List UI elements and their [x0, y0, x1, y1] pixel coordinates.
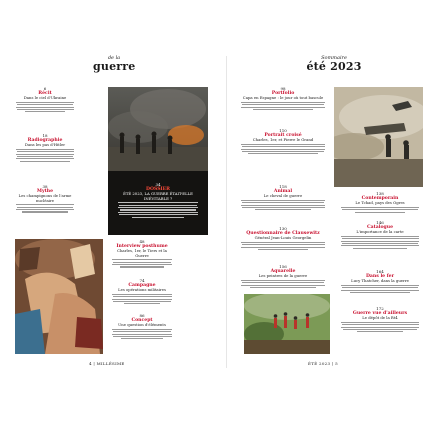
entry-title: Récit — [38, 91, 52, 96]
entry-page-number: 18 — [42, 133, 48, 138]
toc-entry-portfolio[interactable] — [240, 86, 326, 111]
entry-subtitle: Général Jean-Louis Georgelin — [254, 235, 312, 240]
desert-war-image — [334, 87, 423, 187]
spread-gutter — [226, 56, 227, 368]
entry-subtitle: Le Tchad, pays des Ogres — [355, 200, 405, 205]
entry-subtitle: Charles, 1er, le Tiers et la Guerre — [117, 248, 167, 258]
entry-title: Radiographie — [27, 138, 63, 143]
toc-entry-portrait[interactable] — [240, 128, 326, 156]
left-page — [13, 56, 220, 368]
entry-subtitle: Les opérations militaires — [118, 287, 166, 292]
feature-caption — [116, 182, 200, 219]
painting-figures — [15, 239, 103, 354]
feature-subtitle: ÉTÉ 2023, LA GUERRE ÉTAIT-ELLE INÉVITABLE ? — [123, 191, 193, 201]
painting-image[interactable] — [15, 239, 103, 354]
right-masthead — [304, 56, 364, 72]
entry-title: Dans le fer — [365, 274, 395, 279]
entry-page-number: 110 — [279, 128, 287, 133]
entry-body-text — [241, 242, 325, 250]
toc-entry-questionnaire[interactable] — [240, 226, 326, 251]
entry-subtitle: Lucy Thatcher, dans la guerre — [351, 278, 409, 283]
right-folio: ÉTÉ 2023 | 5 — [308, 361, 338, 366]
entry-subtitle: L'importance de la carte — [356, 229, 404, 234]
entry-body-text — [341, 236, 419, 249]
right-page — [240, 56, 425, 368]
entry-title: Contemporain — [361, 196, 399, 201]
entry-body-text — [112, 294, 172, 305]
entry-title: Campagne — [128, 283, 156, 288]
entry-page-number: 156 — [279, 264, 287, 269]
toc-entry-concept[interactable] — [111, 313, 173, 341]
entry-subtitle: Dans le ciel d'Ukraine — [23, 95, 67, 100]
toc-entry-animal[interactable] — [240, 184, 326, 212]
entry-page-number: 130 — [279, 226, 287, 231]
toc-entry-recit[interactable] — [15, 86, 75, 114]
entry-title: Portrait croisé — [264, 133, 302, 138]
entry-page-number: 48 — [139, 239, 145, 244]
entry-body-text — [341, 322, 419, 333]
toc-entry-catalogue[interactable] — [340, 220, 420, 250]
toc-entry-interview[interactable] — [111, 239, 173, 269]
entry-title: Questionnaire de Clausewitz — [246, 231, 320, 236]
toc-entry-radiographie[interactable] — [15, 133, 75, 163]
entry-page-number: 6 — [43, 86, 47, 91]
left-folio: 4 | MILLÉSIME — [89, 361, 125, 366]
entry-subtitle: Charles, 1er, et Pierre le Grand — [252, 137, 314, 142]
entry-title: Portfolio — [271, 91, 295, 96]
aquarelle-image[interactable] — [244, 294, 330, 354]
toc-entry-aquarelle[interactable] — [240, 264, 326, 289]
entry-page-number: 164 — [376, 269, 384, 274]
toc-entry-mythe[interactable] — [15, 184, 75, 214]
entry-title: Guerre vue d'ailleurs — [352, 311, 408, 316]
entry-title: Catalogue — [366, 225, 393, 230]
entry-subtitle: Une question d'éléments — [118, 322, 166, 327]
entry-subtitle: Le dépôt de la Rt4 — [362, 315, 398, 320]
feature-photo[interactable] — [108, 87, 208, 235]
entry-body-text — [241, 280, 325, 288]
watercolor-battle-image — [244, 294, 330, 354]
entry-title: Aquarelle — [270, 269, 296, 274]
entry-body-text — [241, 200, 325, 211]
masthead-title: été 2023 — [306, 60, 362, 73]
masthead-prefix: Sommaire — [321, 55, 347, 61]
entry-body-text — [241, 102, 325, 110]
entry-page-number: 98 — [280, 86, 286, 91]
entry-page-number: 74 — [139, 278, 145, 283]
entry-body-text — [112, 329, 172, 340]
entry-page-number: 86 — [139, 313, 145, 318]
toc-entry-campagne[interactable] — [111, 278, 173, 306]
entry-body-text — [241, 144, 325, 155]
entry-subtitle: Dans les pas d'Hitler — [24, 142, 66, 147]
entry-body-text — [16, 102, 74, 113]
left-masthead — [93, 56, 135, 72]
entry-title: Animal — [273, 189, 293, 194]
feature-body-text — [118, 202, 198, 217]
toc-entry-guerre-vue[interactable] — [340, 306, 420, 334]
portfolio-photo[interactable] — [334, 87, 423, 187]
entry-subtitle: Capa en Espagne : le jour où tout bascule — [242, 95, 324, 100]
masthead-prefix: de la — [107, 55, 121, 61]
entry-title: Interview posthume — [116, 244, 168, 249]
entry-body-text — [16, 149, 74, 162]
masthead-title: guerre — [93, 60, 136, 73]
entry-subtitle: Le cheval de guerre — [263, 193, 303, 198]
feature-page-number: 34 — [155, 182, 161, 187]
entry-page-number: 172 — [376, 306, 384, 311]
entry-body-text — [16, 204, 74, 212]
entry-body-text — [341, 207, 419, 213]
entry-body-text — [341, 285, 419, 293]
entry-page-number: 146 — [376, 220, 384, 225]
toc-entry-contemporain[interactable] — [340, 191, 420, 214]
feature-title: DOSSIER — [146, 187, 170, 192]
entry-title: Concept — [131, 318, 153, 323]
entry-subtitle: Les peintres de la guerre — [258, 273, 308, 278]
entry-title: Mythe — [36, 189, 54, 194]
toc-entry-dans-le-fer[interactable] — [340, 269, 420, 294]
entry-page-number: 38 — [42, 184, 48, 189]
entry-subtitle: Les champignons de l'arme nucléaire — [18, 193, 72, 203]
entry-page-number: 118 — [279, 184, 287, 189]
entry-page-number: 138 — [376, 191, 384, 196]
entry-body-text — [112, 259, 172, 267]
